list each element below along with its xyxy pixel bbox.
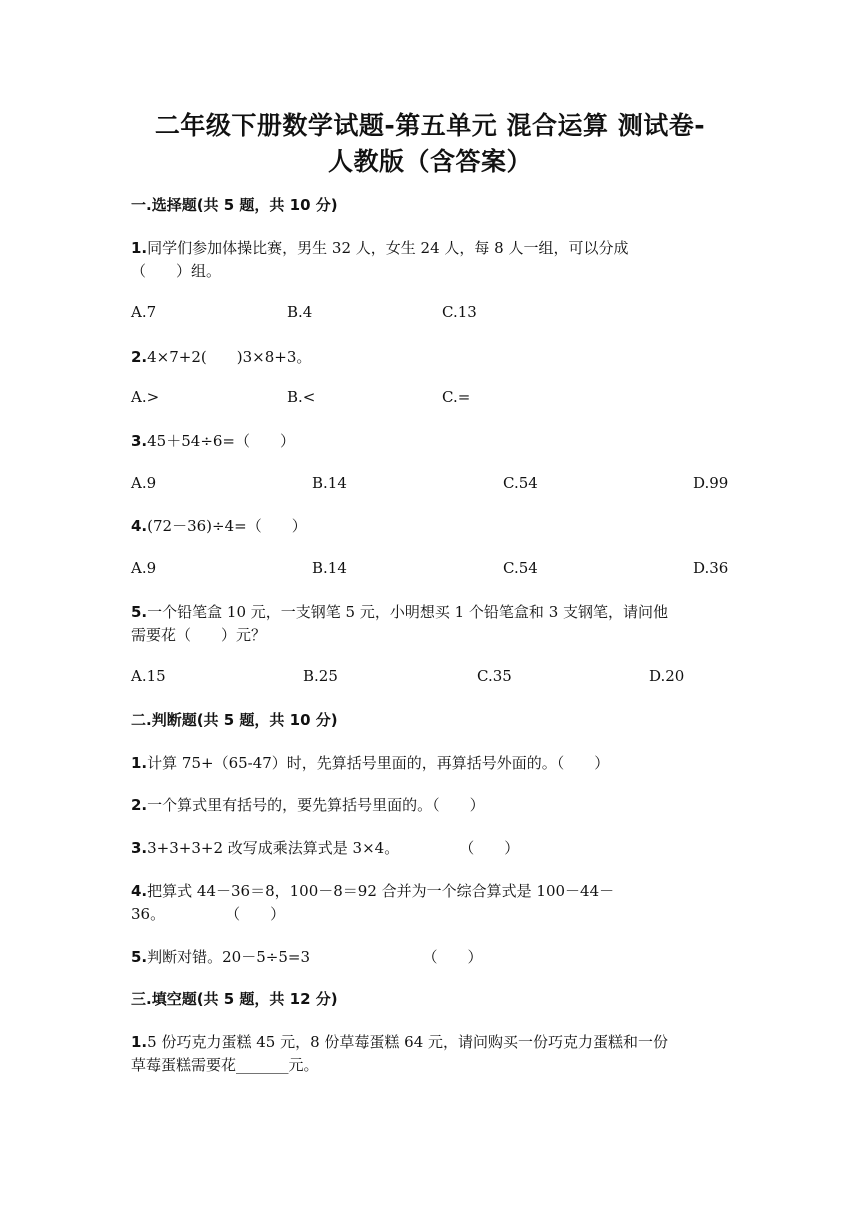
question-number: 2. [131,348,148,366]
question-number: 1. [131,239,148,257]
question-text [131,515,307,536]
option-c: C.35 [477,667,512,685]
option-b: B.25 [303,667,338,685]
option-a: A.15 [131,667,166,685]
question-body: 45＋54÷6=（ ） [147,432,295,450]
question-text [131,1031,668,1052]
question-text [131,837,519,858]
option-b: B.4 [287,303,313,321]
question-body: 4×7+2( )3×8+3。 [147,348,312,366]
question-text-cont: 36。 （ ） [131,905,286,923]
question-body: 同学们参加体操比赛，男生 32 人，女生 24 人，每 8 人一组，可以分成 [147,239,629,257]
question-body: 把算式 44－36＝8，100－8＝92 合并为一个综合算式是 100－44－ [147,882,615,900]
question-body: (72－36)÷4=（ ） [147,517,307,535]
question-number: 4. [131,517,148,535]
question-body: 3+3+3+2 改写成乘法算式是 3×4。 （ ） [147,839,520,857]
option-a: A.9 [131,474,157,492]
section-heading-judge: 二.判断题(共 5 题，共 10 分) [131,711,338,729]
option-c: C.54 [503,559,538,577]
question-text [131,237,628,258]
question-body: 判断对错。20－5÷5=3 （ ） [147,948,483,966]
question-number: 3. [131,432,148,450]
question-body: 一个算式里有括号的，要先算括号里面的。（ ） [147,796,485,814]
question-number: 5. [131,948,148,966]
option-d: D.20 [649,667,685,685]
page-title-line1: 二年级下册数学试题-第五单元 混合运算 测试卷- [154,111,706,140]
question-number: 1. [131,754,148,772]
question-text [131,430,295,451]
question-text-cont: 草莓蛋糕需要花_______元。 [131,1056,319,1074]
option-c: C.13 [442,303,477,321]
question-number: 5. [131,603,148,621]
option-b: B.< [287,388,316,406]
question-number: 4. [131,882,148,900]
option-d: D.36 [693,559,729,577]
option-b: B.14 [312,474,347,492]
option-c: C.= [442,388,471,406]
option-d: D.99 [693,474,729,492]
option-a: A.7 [131,303,157,321]
option-a: A.> [131,388,160,406]
option-a: A.9 [131,559,157,577]
question-text [131,346,311,367]
question-number: 1. [131,1033,148,1051]
question-body: 一个铅笔盒 10 元，一支钢笔 5 元，小明想买 1 个铅笔盒和 3 支钢笔，请问他 [147,603,669,621]
option-c: C.54 [503,474,538,492]
question-number: 3. [131,839,148,857]
section-heading-choice: 一.选择题(共 5 题，共 10 分) [131,196,338,214]
question-text [131,601,668,622]
question-text-cont: 需要花（ ）元？ [131,626,267,644]
section-heading-fill: 三.填空题(共 5 题，共 12 分) [131,990,338,1008]
question-number: 2. [131,796,148,814]
option-b: B.14 [312,559,347,577]
question-text [131,880,614,901]
question-text [131,794,485,815]
question-text [131,752,609,773]
question-body: 5 份巧克力蛋糕 45 元，8 份草莓蛋糕 64 元，请问购买一份巧克力蛋糕和一份 [147,1033,669,1051]
question-body: 计算 75+（65-47）时，先算括号里面的，再算括号外面的。（ ） [147,754,610,772]
question-text-cont: （ ）组。 [131,262,222,280]
question-text [131,946,483,967]
page-title-line2: 人教版（含答案） [327,147,532,176]
